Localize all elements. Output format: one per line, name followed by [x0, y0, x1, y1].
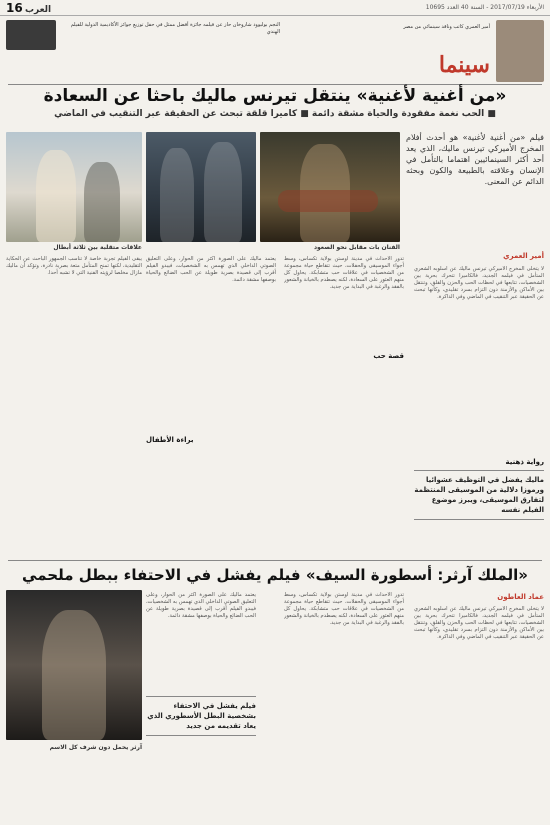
section-title: سينما: [438, 52, 490, 78]
article-lead: [406, 132, 544, 187]
subhead-love-story: قصة حب: [373, 352, 404, 360]
promo-photo: [6, 20, 56, 50]
article-column-1: لا يتخلى المخرج الأميركي تيرنس ماليك عن أسلوبه الشعري المتأمل في فيلمه الجديد، فالكاميرا تتحرك بحرية بين الشخصيات، تتابعها في لحظات الحب والحزن والقلق، وتنتقل بين الأماكن والأزمنة دون التزام بسرد تقليدي، وكأنها تبحث عن الحقيقة عبر التنقيب في الماضي وفي الذاكرة.: [414, 266, 544, 300]
king-arthur-photo: [6, 590, 142, 740]
dateline: الأربعاء 2017/07/19 - السنة 40 العدد 10695: [425, 4, 544, 11]
photo-caption-2: الفنان بات مقابل نحو الصعود: [313, 244, 400, 251]
brand-name: العرب: [24, 4, 52, 15]
article2-column-2: تدور الأحداث في مدينة أوستن بولاية تكساس، وسط أجواء الموسيقى والحفلات، حيث تتقاطع حياة مجموعة من الشخصيات في علاقات حب متشابكة. يحاول كل منهم العثور على السعادة، لكنه يصطدم بالخيانة والشعور بالفقد والرغبة في البداية من جديد.: [284, 592, 404, 626]
lead-paragraph: فيلم «من أغنية لأغنية» هو أحدث أفلام المخرج الأميركي تيرنس ماليك، الذي يعد أحد أكثر السينمائيين اهتماما بالتأمل في الإنسان وعلاقته بالطبيعة والكون وبحثه الدائم عن المعنى.: [406, 133, 544, 186]
promo-note: النجم بوليوود شاروخان حاز عن فيلمه جائزة أفضل ممثل في حفل توزيع جوائز الأكاديمية الدولية للفيلم الهندي: [70, 22, 280, 35]
author-photo: [496, 20, 544, 82]
page-header: [0, 0, 550, 16]
article-column-3: يعتمد ماليك على الصورة أكثر من الحوار، وعلى التعليق الصوتي الداخلي الذي تهمس به الشخصيات، فيبدو الفيلم أقرب إلى قصيدة بصرية طويلة عن الحب الضائع والحياة بوصفها مشقة دائمة.: [146, 256, 276, 283]
article2-byline: عماد العاطون: [497, 593, 544, 601]
pull-quote-2: فيلم يفشل في الاحتفاء بشخصية البطل الأسطوري الذي يعاد تقديمه من جديد: [146, 696, 256, 736]
page-number: 16: [6, 0, 23, 15]
film-still-actors: [146, 132, 256, 242]
photo-caption-1: علاقات متقلبة بين ثلاثة أبطال: [53, 244, 142, 251]
article2-column-3: يعتمد ماليك على الصورة أكثر من الحوار، وعلى التعليق الصوتي الداخلي الذي تهمس به الشخصيات، فيبدو الفيلم أقرب إلى قصيدة بصرية طويلة عن الحب الضائع والحياة بوصفها مشقة دائمة.: [146, 592, 256, 619]
article-subheads: ■ الحب نغمة مفقودة والحياة مشقة دائمة ■ كاميرا قلقة تبحث عن الحقيقة عبر التنقيب في الماضي: [54, 109, 496, 119]
divider: [8, 84, 542, 85]
film-still-actress: [6, 132, 142, 242]
article2-headline: «الملك آرثر: أسطورة السيف» فيلم يفشل في الاحتفاء ببطل ملحمي: [22, 566, 528, 584]
film-still-guitar: [260, 132, 400, 242]
article-column-2: تدور الأحداث في مدينة أوستن بولاية تكساس، وسط أجواء الموسيقى والحفلات، حيث تتقاطع حياة مجموعة من الشخصيات في علاقات حب متشابكة. يحاول كل منهم العثور على السعادة، لكنه يصطدم بالخيانة والشعور بالفقد والرغبة في البداية من جديد.: [284, 256, 404, 290]
divider: [8, 560, 542, 561]
article-byline: أمير العمري: [503, 252, 544, 260]
subhead-innocence: براءة الأطفال: [146, 436, 194, 444]
photo-caption-3: آرثر يحمل دون شرف كل الاسم: [49, 744, 142, 751]
pull-quote: ماليك يفضل في التوظيف عشوائيا ورموزا دلالية من الموسيقى المنتظمة لتفارق الموسيقى، ويبرز موضوع الفيلم نفسه: [414, 470, 544, 520]
article2-column-1: لا يتخلى المخرج الأميركي تيرنس ماليك عن أسلوبه الشعري المتأمل في فيلمه الجديد، فالكاميرا تتحرك بحرية بين الشخصيات، تتابعها في لحظات الحب والحزن والقلق، وتنتقل بين الأماكن والأزمنة دون التزام بسرد تقليدي، وكأنها تبحث عن الحقيقة عبر التنقيب في الماضي وفي الذاكرة.: [414, 606, 544, 640]
author-note: أمير العمري كاتب وناقد سينمائي من مصر: [403, 24, 490, 30]
article-headline: «من أغنية لأغنية» ينتقل تيرنس ماليك باحثا عن السعادة: [43, 86, 507, 106]
article-column-4: يبقى الفيلم تجربة خاصة لا تناسب الجمهور الباحث عن الحكاية التقليدية، لكنها تمنح المتأمل متعة بصرية نادرة، وتؤكد أن ماليك مازال مخلصا لرؤيته الفنية التي لا تشبه أحدا.: [6, 256, 142, 276]
subhead-intellectual: رواية ذهنية: [505, 458, 544, 466]
